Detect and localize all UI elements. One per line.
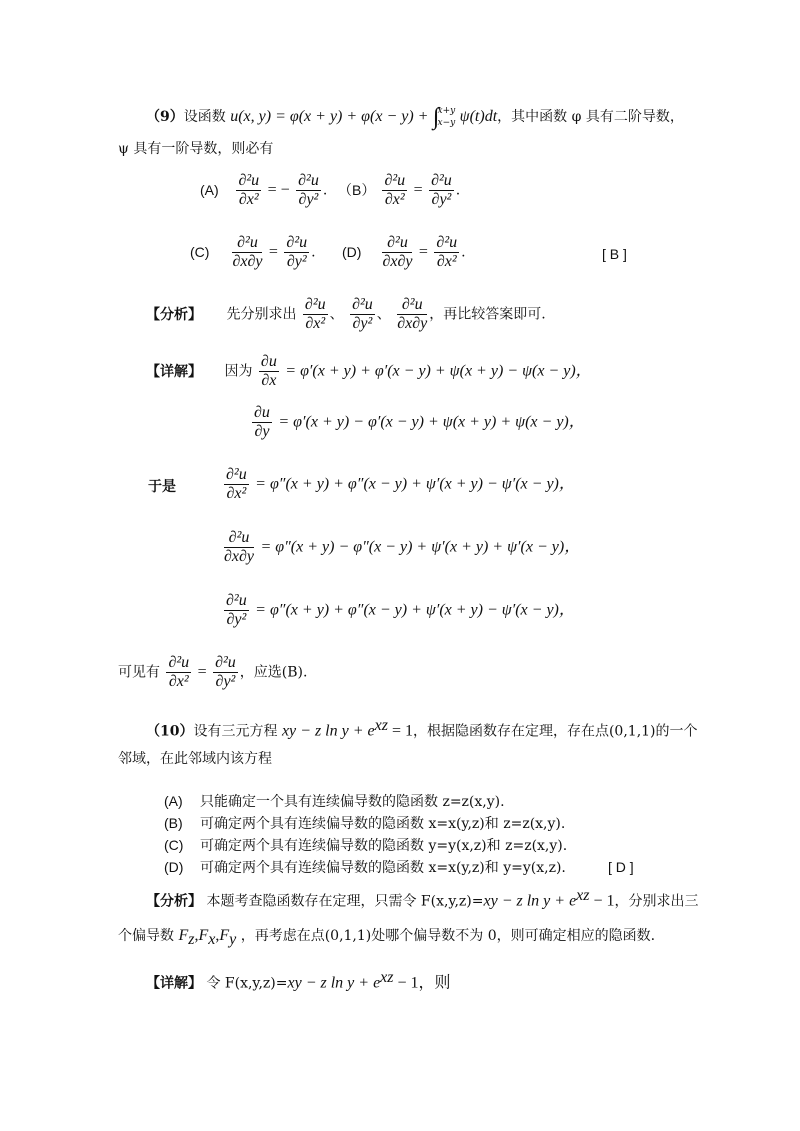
q9-d2-yy: $\frac{\text{∂²u}}{\text{∂y²}}$ = φ″(x + y) + φ″(x − y) + ψ′(x + y) − ψ′(x − y)，: [226, 592, 575, 628]
q9-option-d: (D) $\frac{\text{∂²u}}{\partial x\partial y}$ = $\frac{\text{∂²u}}{\text{∂x²}}$ .: [342, 234, 466, 270]
integral-limits: x+y x−y: [437, 106, 456, 128]
q10-option-c: (C) 可确定两个具有连续偏导数的隐函数 y=y(x,z)和 z=z(x,y).: [164, 837, 568, 854]
q9-d2-xx: $\frac{\text{∂²u}}{\text{∂x²}}$ = φ″(x + y) + φ″(x − y) + ψ′(x + y) − ψ′(x − y)，: [226, 466, 575, 502]
q10-analysis-line2: 个偏导数 $F_z,F_x,F_y$ ，再考虑在点(0,1,1)处哪个偏导数不为 0，则可确定相应的隐函数.: [118, 927, 656, 948]
q10-option-a: (A) 只能确定一个具有连续偏导数的隐函数 z=z(x,y).: [164, 793, 505, 810]
q10-analysis: 【分析】 本题考查隐函数存在定理，只需令 F(x,y,z)=xy − z $\ln y + e^{xz} - 1$，分别求出三: [146, 887, 699, 910]
q10-stem: （10）设有三元方程 xy − z $\ln y + e^{xz} = 1$，根据隐函数存在定理，存在点(0,1,1)的一个: [146, 717, 698, 740]
q10-stem-line2: 邻域，在此邻域内该方程: [118, 751, 272, 767]
q9-answer: [ B ]: [602, 246, 627, 262]
q9-option-c: (C) $\frac{\text{∂²u}}{\partial x\partial y}$ = $\frac{\text{∂²u}}{\text{∂y²}}$ .: [190, 234, 316, 270]
q9-detail-du-dx: 【详解】 因为 $\frac{\partial u}{\partial x}$ = φ′(x + y) + φ′(x − y) + ψ(x + y) − ψ(x − y)，: [146, 353, 592, 389]
q10-answer: [ D ]: [608, 859, 634, 875]
q9-analysis: 【分析】 先分别求出 $\frac{\text{∂²u}}{\text{∂x²}}$ 、 $\frac{\text{∂²u}}{\text{∂y²}}$ 、 $\frac{\text{∂²u}}{\partial x\partial y}$ ，再比较答案即可.: [146, 296, 546, 332]
integral-sign: ∫: [432, 104, 440, 130]
q9-option-b: （B） $\frac{\text{∂²u}}{\text{∂x²}}$ = $\frac{\text{∂²u}}{\text{∂y²}}$ .: [338, 172, 461, 208]
q9-stem: （9）设函数 u(x, y) = φ(x + y) + φ(x − y) + ∫ x+y x−y ψ(t)dt，其中函数 φ 具有二阶导数，: [146, 104, 684, 130]
q9-option-a: (A) $\frac{\text{∂²u}}{\text{∂x²}}$ = − $\frac{\text{∂²u}}{\text{∂y²}}$ .: [200, 172, 328, 208]
q9-d2-xy: $\frac{\text{∂²u}}{\partial x\partial y}$ = φ″(x + y) − φ″(x − y) + ψ′(x + y) + ψ′(x − y)，: [224, 529, 581, 565]
q9-hence: 于是: [148, 479, 176, 495]
q10-option-d: (D) 可确定两个具有连续偏导数的隐函数 x=x(y,z)和 y=y(x,z).: [164, 859, 566, 876]
q9-conclusion: 可见有 $\frac{\text{∂²u}}{\text{∂x²}}$ = $\frac{\text{∂²u}}{\text{∂y²}}$ ，应选(B).: [118, 654, 308, 690]
q9-stem-line2: ψ 具有一阶导数，则必有: [118, 141, 274, 157]
q10-detail: 【详解】 令 F(x,y,z)=xy − z $\ln y + e^{xz} - 1$，则: [146, 969, 451, 992]
q9-detail-du-dy: $\frac{\partial u}{\partial y}$ = φ′(x + y) − φ′(x − y) + ψ(x + y) + ψ(x − y)，: [254, 404, 585, 440]
q10-option-b: (B) 可确定两个具有连续偏导数的隐函数 x=x(y,z)和 z=z(x,y).: [164, 815, 566, 832]
